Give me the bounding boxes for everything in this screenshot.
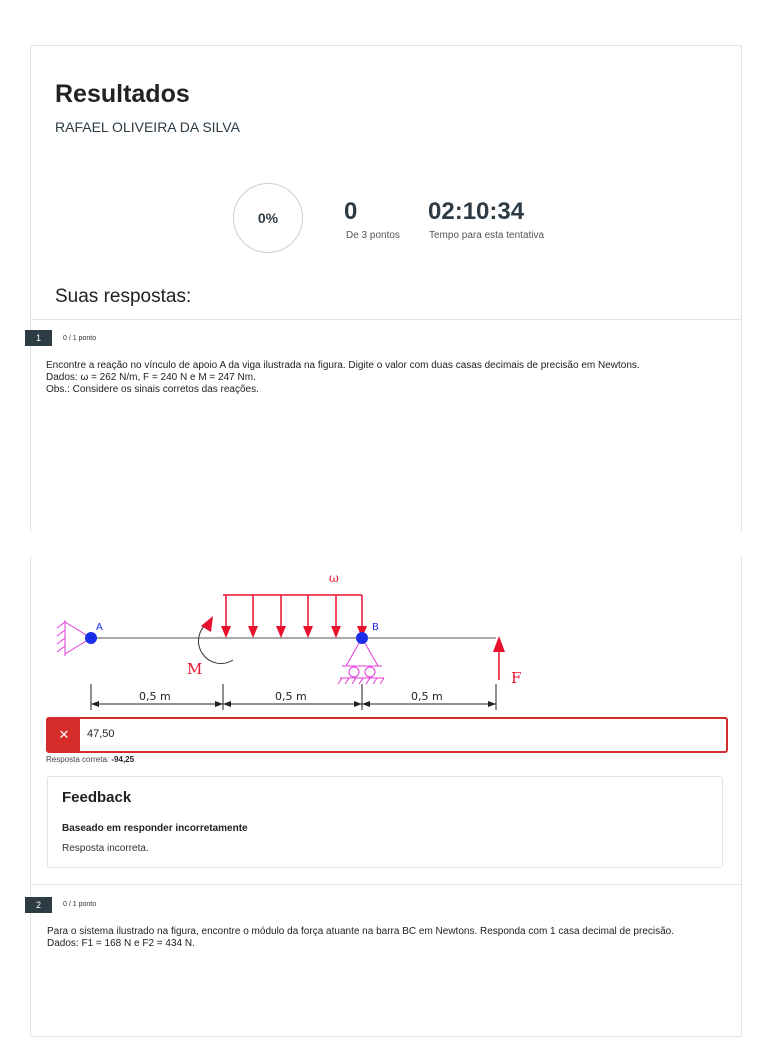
dimension-label: 0,5 m bbox=[275, 690, 307, 703]
score-percent-circle bbox=[233, 183, 303, 253]
feedback-title: Feedback bbox=[62, 789, 132, 806]
node-b bbox=[356, 632, 368, 644]
correct-answer bbox=[46, 755, 134, 764]
question-text-line: Para o sistema ilustrado na figura, encontre o módulo da força atuante na barra BC em Newtons. Responda com 1 casa decimal de precisão. bbox=[47, 926, 675, 937]
node-a bbox=[85, 632, 97, 644]
page-title: Resultados bbox=[55, 80, 190, 108]
x-icon: ✕ bbox=[48, 719, 80, 751]
correct-answer-value: -94,25 bbox=[111, 755, 135, 764]
moment-arrowhead bbox=[201, 616, 213, 632]
label-b: B bbox=[372, 622, 379, 633]
force-f-arrow bbox=[493, 636, 505, 680]
correct-answer-label: Resposta correta: bbox=[46, 755, 110, 764]
feedback-basis: Baseado em responder incorretamente bbox=[62, 823, 248, 834]
question-text bbox=[47, 926, 717, 950]
question-number-badge: 1 bbox=[25, 330, 52, 346]
student-name: RAFAEL OLIVEIRA DA SILVA bbox=[55, 119, 240, 135]
roller-support-b bbox=[338, 638, 384, 684]
question-points: 0 / 1 ponto bbox=[63, 335, 97, 342]
feedback-text: Resposta incorreta. bbox=[62, 843, 149, 854]
points-label: De 3 pontos bbox=[346, 230, 400, 241]
user-answer-box bbox=[46, 717, 728, 753]
question-card bbox=[30, 556, 742, 1037]
label-m: M bbox=[187, 660, 203, 678]
label-a: A bbox=[96, 622, 103, 633]
question-text-line: Obs.: Considere os sinais corretos das reações. bbox=[46, 384, 259, 395]
omega-label: ω bbox=[329, 571, 339, 585]
user-answer-value: 47,50 bbox=[87, 728, 115, 740]
results-card bbox=[30, 45, 742, 532]
points-value: 0 bbox=[344, 198, 358, 225]
beam-diagram bbox=[41, 562, 521, 712]
question-text bbox=[46, 360, 716, 396]
answers-heading: Suas respostas: bbox=[55, 286, 192, 307]
divider bbox=[31, 319, 741, 320]
question-text-line: Encontre a reação no vínculo de apoio A da viga ilustrada na figura. Digite o valor com duas casas decimais de precisão em Newtons. bbox=[46, 360, 640, 371]
dimension-label: 0,5 m bbox=[411, 690, 443, 703]
label-f: F bbox=[511, 669, 521, 687]
feedback-panel bbox=[47, 776, 723, 868]
distributed-load bbox=[221, 595, 367, 638]
question-text-line: Dados: F1 = 168 N e F2 = 434 N. bbox=[47, 938, 195, 949]
divider bbox=[31, 884, 741, 885]
question-text-line: Dados: ω = 262 N/m, F = 240 N e M = 247 Nm. bbox=[46, 372, 256, 383]
dimension-label: 0,5 m bbox=[139, 690, 171, 703]
time-value: 02:10:34 bbox=[428, 198, 525, 225]
question-points: 0 / 1 ponto bbox=[63, 901, 97, 908]
time-label: Tempo para esta tentativa bbox=[429, 230, 545, 241]
score-percent: 0% bbox=[257, 210, 279, 226]
question-number-badge: 2 bbox=[25, 897, 52, 913]
